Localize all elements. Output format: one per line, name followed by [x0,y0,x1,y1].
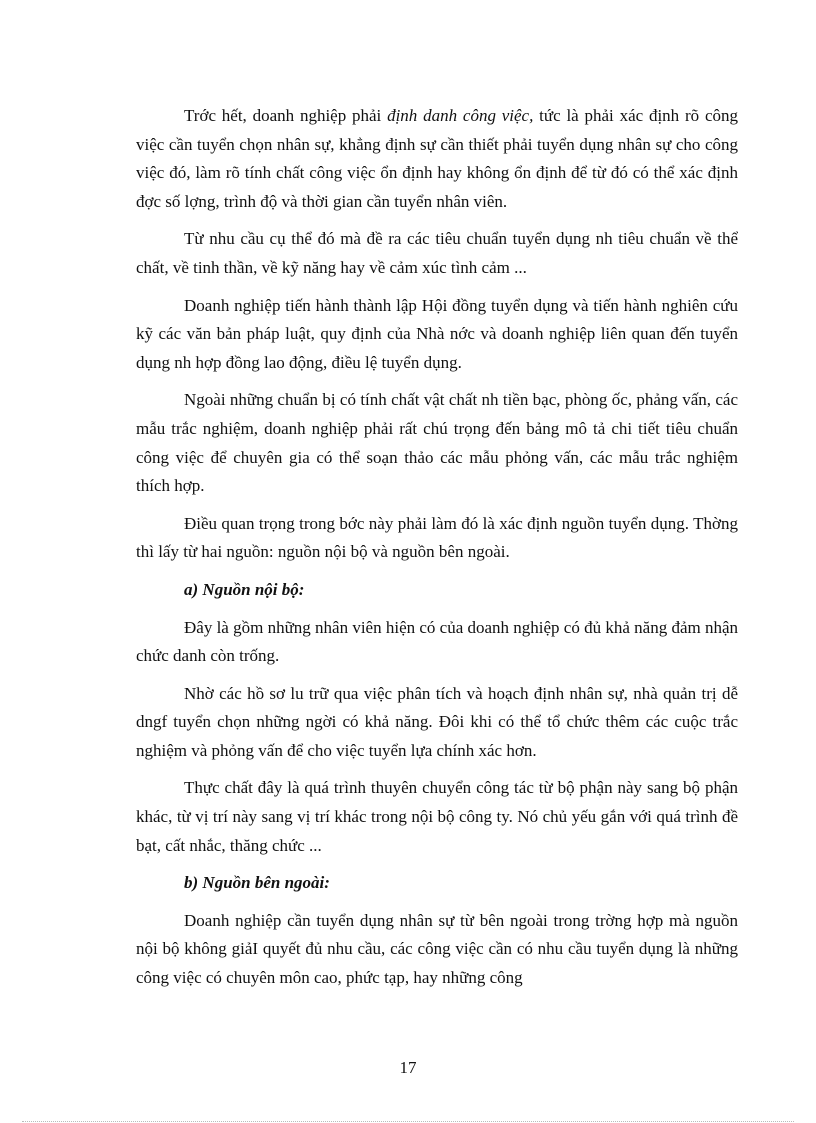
page-bottom-divider [22,1121,794,1122]
paragraph-recruitment-standards: Từ nhu cầu cụ thể đó mà đề ra các tiêu chuẩn tuyển dụng nh tiêu chuẩn về thể chất, về tinh thần, về kỹ năng hay về cảm xúc tình cảm ... [136,229,738,277]
heading-internal-source: a) Nguồn nội bộ: [184,579,305,599]
paragraph-text: tức là phải xác định rõ công việc cần tuyển chọn nhân sự, khẳng định sự cần thiết phải tuyển dụng nhân sự cho công việc đó, làm rõ tính chất công việc ổn định hay không ổn định để từ đó có thể xác định đợc số lợng, trình độ và thời gian cần tuyển nhân viên. [136,106,738,211]
paragraph-internal-transfer: Thực chất đây là quá trình thuyên chuyển công tác từ bộ phận này sang bộ phận khác, từ vị trí này sang vị trí khác trong nội bộ công ty. Nó chủ yếu gắn với quá trình đề bạt, cất nhắc, thăng chức ... [136,778,738,855]
paragraph-recruitment-council: Doanh nghiệp tiến hành thành lập Hội đồng tuyển dụng và tiến hành nghiên cứu kỹ các văn bản pháp luật, quy định của Nhà nớc và doanh nghiệp liên quan đến tuyển dụng nh hợp đồng lao động, điều lệ tuyển dụng. [136,295,738,372]
paragraph-text: Trớc hết, doanh nghiệp phải [184,106,388,125]
page-number: 17 [399,1058,417,1077]
emphasized-text: định danh công việc, [387,106,534,125]
paragraph-internal-definition: Đây là gồm những nhân viên hiện có của doanh nghiệp có đủ khả năng đảm nhận chức danh còn trống. [136,617,739,666]
paragraph-internal-records: Nhờ các hồ sơ lu trữ qua việc phân tích và hoạch định nhân sự, nhà quản trị dễ dngf tuyển chọn những ngời có khả năng. Đôi khi có thể tổ chức thêm các cuộc trắc nghiệm và phỏng vấn để cho việc tuyển lựa chính xác hơn. [136,683,738,760]
heading-external-source: b) Nguồn bên ngoài: [184,873,330,893]
paragraph-preparation: Ngoài những chuẩn bị có tính chất vật chất nh tiền bạc, phòng ốc, phảng vấn, các mẫu trắc nghiệm, doanh nghiệp phải rất chú trọng đến bảng mô tả chi tiết tiêu chuẩn công việc để chuyên gia có thể soạn thảo các mẫu phỏng vấn, các mẫu trắc nghiệm thích hợp. [136,390,738,496]
paragraph-job-definition [136,102,738,216]
paragraph-recruitment-sources: Điều quan trọng trong bớc này phải làm đó là xác định nguồn tuyển dụng. Thờng thì lấy từ hai nguồn: nguồn nội bộ và nguồn bên ngoài. [136,513,738,562]
paragraph-external-need: Doanh nghiệp cần tuyển dụng nhân sự từ bên ngoài trong trờng hợp mà nguồn nội bộ không giảI quyết đủ nhu cầu, các công việc cần có nhu cầu tuyển dụng là những công việc có chuyên môn cao, phức tạp, hay những công [136,910,738,988]
